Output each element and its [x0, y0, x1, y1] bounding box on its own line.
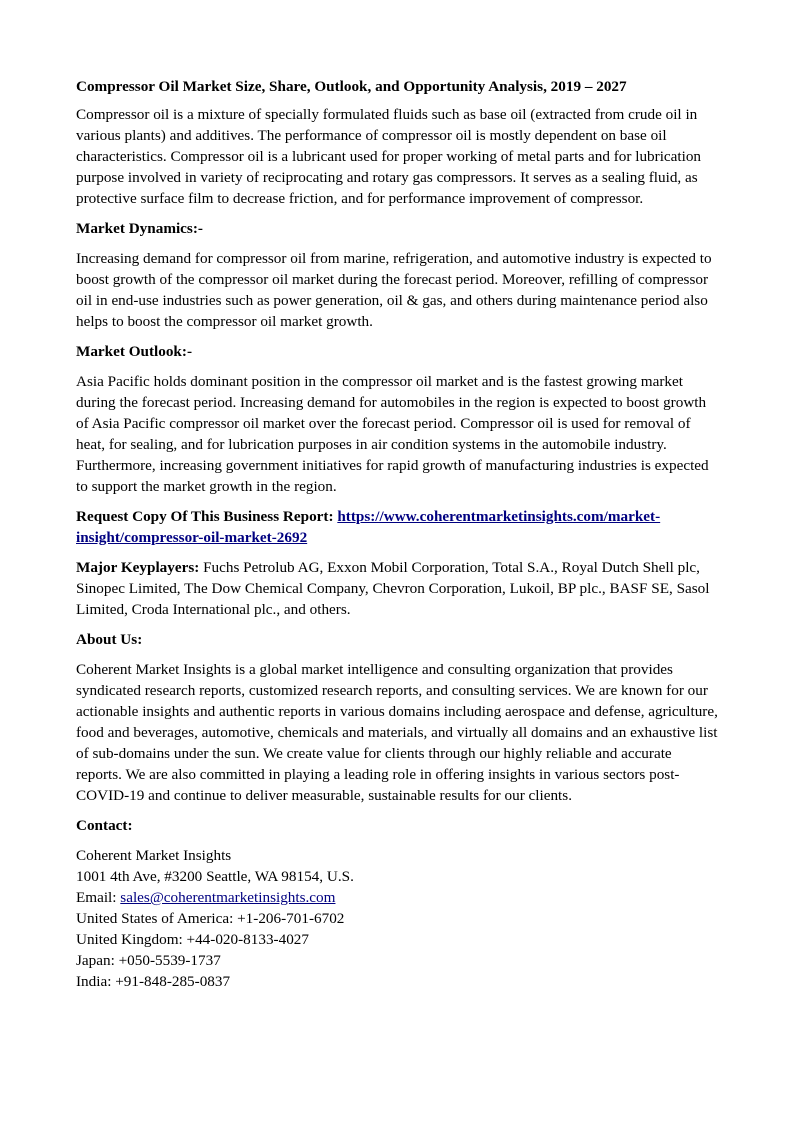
contact-block	[76, 845, 718, 992]
contact-company: Coherent Market Insights	[76, 847, 232, 864]
keyplayers-text: Fuchs Petrolub AG, Exxon Mobil Corporation, Total S.A., Royal Dutch Shell plc, Sinopec Limited, The Dow Chemical Company, Chevron Corporation, Lukoil, BP plc., BASF SE, Sasol Limited, Croda International plc., and others.	[76, 559, 710, 618]
document-title: Compressor Oil Market Size, Share, Outlook, and Opportunity Analysis, 2019 – 2027	[76, 78, 627, 95]
request-copy-label: Request Copy Of This Business Report:	[76, 508, 338, 525]
market-dynamics-heading: Market Dynamics:-	[76, 220, 203, 237]
market-dynamics-paragraph: Increasing demand for compressor oil from marine, refrigeration, and automotive industry is expected to boost growth of the compressor oil market during the forecast period. Moreover, refilling of compressor oil in end-use industries such as power generation, oil & gas, and others during maintenance period also helps to boost the compressor oil market growth.	[76, 250, 712, 330]
market-outlook-heading: Market Outlook:-	[76, 343, 192, 360]
request-copy-link[interactable]: https://www.coherentmarketinsights.com/market-insight/compressor-oil-market-2692	[76, 508, 661, 546]
market-outlook-paragraph: Asia Pacific holds dominant position in the compressor oil market and is the fastest growing market during the forecast period. Increasing demand for automobiles in the region is expected to boost growth of Asia Pacific compressor oil market over the forecast period. Compressor oil is used for removal of heat, for sealing, and for lubrication purposes in air condition systems in the automobile industry. Furthermore, increasing government initiatives for rapid growth of manufacturing industries is expected to support the market growth in the region.	[76, 373, 709, 495]
document-page	[76, 76, 718, 992]
request-copy-paragraph	[76, 506, 718, 548]
contact-phone-uk: United Kingdom: +44-020-8133-4027	[76, 931, 309, 948]
about-us-paragraph: Coherent Market Insights is a global market intelligence and consulting organization that provides syndicated research reports, customized research reports, and consulting services. We are known for our actionable insights and authentic reports in various domains including aerospace and defense, agriculture, food and beverages, automotive, chemicals and materials, and virtually all domains and an exhaustive list of sub-domains under the sun. We create value for clients through our highly reliable and accurate reports. We are also committed in playing a leading role in offering insights in various sectors post-COVID-19 and continue to deliver measurable, sustainable results for our clients.	[76, 661, 718, 804]
contact-phone-india: India: +91-848-285-0837	[76, 973, 231, 990]
contact-email-link[interactable]: sales@coherentmarketinsights.com	[120, 889, 336, 906]
contact-phone-japan: Japan: +050-5539-1737	[76, 952, 221, 969]
about-us-heading: About Us:	[76, 631, 143, 648]
intro-paragraph: Compressor oil is a mixture of specially formulated fluids such as base oil (extracted from crude oil in various plants) and additives. The performance of compressor oil is mostly dependent on base oil characteristics. Compressor oil is a lubricant used for proper working of metal parts and for lubrication purpose involved in variety of reciprocating and rotary gas compressors. It serves as a sealing fluid, as protective surface film to decrease friction, and for performance improvement of compressor.	[76, 106, 702, 207]
contact-email-line	[76, 887, 718, 908]
contact-address: 1001 4th Ave, #3200 Seattle, WA 98154, U.S.	[76, 868, 354, 885]
keyplayers-paragraph	[76, 557, 718, 620]
contact-heading: Contact:	[76, 817, 133, 834]
contact-phone-usa: United States of America: +1-206-701-6702	[76, 910, 345, 927]
keyplayers-label: Major Keyplayers:	[76, 559, 200, 576]
contact-email-label: Email:	[76, 889, 121, 906]
